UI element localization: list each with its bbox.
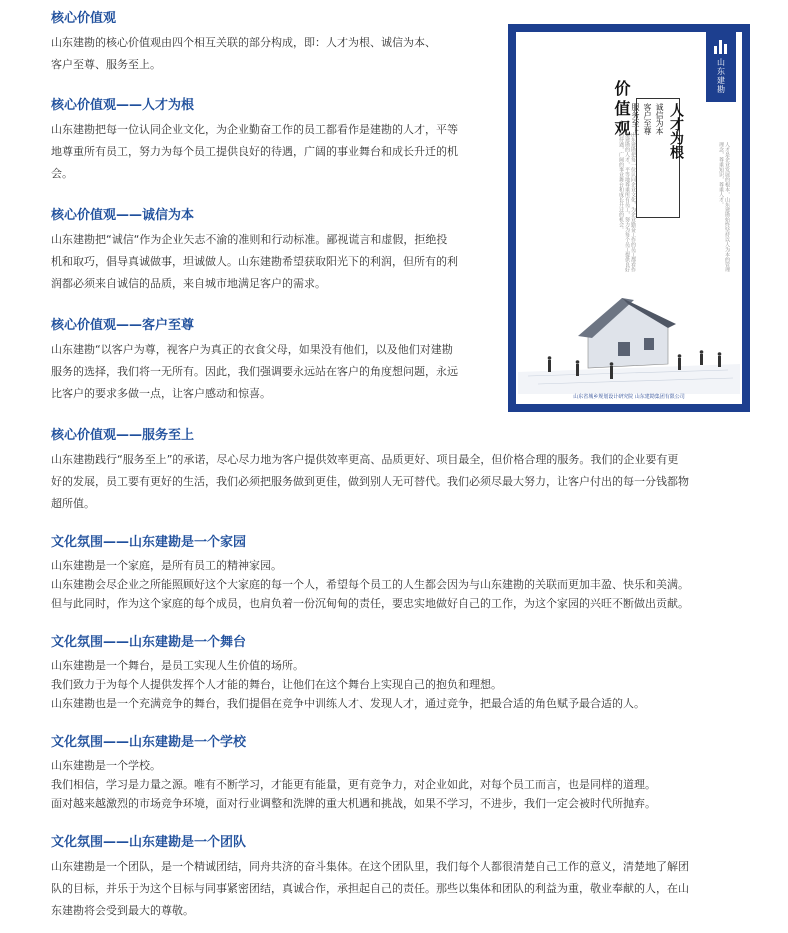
section-text-line: 机和取巧，倡导真诚做事，坦诚做人。山东建勘希望获取阳光下的利润，但所有的利 <box>51 255 458 268</box>
poster-sub-slogan: 客户至尊 <box>643 103 652 135</box>
section-text-line: 山东建勘把每一位认同企业文化，为企业勤奋工作的员工都看作是建勘的人才，平等 <box>51 123 458 136</box>
section-text-line: 东建勘将会受到最大的尊敬。 <box>51 904 194 917</box>
house-illustration <box>518 294 740 394</box>
poster-footer: 山东省城乡规划设计研究院 山东建勘集团有限公司 <box>573 394 685 400</box>
section-text-line: 面对越来越激烈的市场竞争环境，面对行业调整和洗牌的重大机遇和挑战，如果不学习，不进步，我们一定会被时代所抛弃。 <box>51 797 656 810</box>
poster-sub-slogan: 诚信为本 <box>655 103 664 135</box>
section-text-line: 山东建勘“以客户为尊，视客户为真正的衣食父母，如果没有他们，以及他们对建勘 <box>51 343 453 356</box>
poster-slogan-box <box>631 98 684 218</box>
section-text-line: 会。 <box>51 167 73 180</box>
section-heading: 文化氛围——山东建勘是一个团队 <box>51 835 247 850</box>
section-text-line: 山东建勘把“诚信“作为企业矢志不渝的准则和行动标准。鄙视谎言和虚假，拒绝投 <box>51 233 448 246</box>
content-section <box>51 534 751 613</box>
content-section <box>51 834 751 922</box>
poster-main-slogan: 人才为根 <box>668 103 684 159</box>
section-text-line: 山东建勘的核心价值观由四个相互关联的部分构成，即：人才为根、诚信为本、 <box>51 36 436 49</box>
content-section <box>51 317 498 405</box>
section-text-line: 服务的选择，我们将一无所有。因此，我们强调要永远站在客户的角度想问题，永远 <box>51 365 458 378</box>
house-window <box>644 338 654 350</box>
values-poster <box>508 24 750 412</box>
section-text-line: 客户至尊、服务至上。 <box>51 58 161 71</box>
content-section <box>51 207 498 295</box>
section-heading: 核心价值观——诚信为本 <box>51 208 195 223</box>
section-text-line: 山东建勘也是一个充满竞争的舞台，我们提倡在竞争中训练人才、发现人才，通过竞争，把最合适的角色赋予最合适的人。 <box>51 697 645 710</box>
content-section <box>51 734 751 813</box>
section-text-line: 我们相信，学习是力量之源。唯有不断学习，才能更有能量，更有竞争力，对企业如此，对每个员工而言，也是同样的道理。 <box>51 778 656 791</box>
company-logo <box>706 32 736 102</box>
section-heading: 文化氛围——山东建勘是一个家园 <box>51 535 247 550</box>
section-text-line: 山东建勘是一个舞台，是员工实现人生价值的场所。 <box>51 659 304 672</box>
section-text-line: 润都必须来自诚信的品质，来自城市地满足客户的需求。 <box>51 277 326 290</box>
section-heading: 核心价值观——客户至尊 <box>51 318 195 333</box>
section-heading: 文化氛围——山东建勘是一个学校 <box>51 735 247 750</box>
section-text-line: 山东建勘是一个团队，是一个精诚团结，同舟共济的奋斗集体。在这个团队里，我们每个人都很清楚自己工作的意义，清楚地了解团 <box>51 860 689 873</box>
section-heading: 核心价值观——人才为根 <box>51 98 195 113</box>
content-section <box>51 97 498 185</box>
poster-body-text: 山东建勘把每一位认同企业文化，为企业勤奋工作的员工都看作是建勘的人才，平等地尊重所有员工，努力为每个员工提供良好的待遇，广阔的事业舞台和成长升迁的机会。 <box>618 132 636 272</box>
section-text-line: 超所值。 <box>51 497 95 510</box>
poster-body-text-2: 人才是企业发展的根本，山东建勘始终坚持以人为本的管理理念，尊重知识，尊重人才。 <box>718 142 730 272</box>
section-text-line: 地尊重所有员工，努力为每个员工提供良好的待遇，广阔的事业舞台和成长升迁的机 <box>51 145 458 158</box>
poster-canvas <box>516 32 742 404</box>
content-section <box>51 634 751 713</box>
content-section <box>51 10 498 76</box>
section-heading: 核心价值观——服务至上 <box>51 428 195 443</box>
content-section <box>51 427 751 515</box>
section-text-line: 山东建勘会尽企业之所能照顾好这个大家庭的每一个人，希望每个员工的人生都会因为与山东建勘的关联而更加丰盈、快乐和美满。 <box>51 578 689 591</box>
section-text-line: 山东建勘是一个学校。 <box>51 759 161 772</box>
poster-title: 价值观 <box>612 80 631 140</box>
house-wall <box>588 302 668 368</box>
section-text-line: 好的发展，员工要有更好的生活，我们必须把服务做到更佳，做到别人无可替代。我们必须尽最大努力，让客户付出的每一分钱都物 <box>51 475 689 488</box>
house-window <box>618 342 630 356</box>
section-text-line: 我们致力于为每个人提供发挥个人才能的舞台，让他们在这个舞台上实现自己的抱负和理想。 <box>51 678 502 691</box>
section-text-line: 但与此同时，作为这个家庭的每个成员，也肩负着一份沉甸甸的责任，要忠实地做好自己的工作，为这个家园的兴旺不断做出贡献。 <box>51 597 689 610</box>
section-heading: 核心价值观 <box>51 11 117 26</box>
section-heading: 文化氛围——山东建勘是一个舞台 <box>51 635 247 650</box>
section-text-line: 比客户的要求多做一点，让客户感动和惊喜。 <box>51 387 271 400</box>
building-logo-icon <box>714 40 728 54</box>
section-text-line: 山东建勘是一个家庭，是所有员工的精神家园。 <box>51 559 282 572</box>
section-text-line: 队的目标，并乐于为这个目标与同事紧密团结，真诚合作，承担起自己的责任。那些以集体和团队的利益为重，敬业奉献的人，在山 <box>51 882 689 895</box>
poster-sub-slogan: 服务至上 <box>631 103 640 135</box>
logo-text: 山东建勘 <box>716 58 726 94</box>
section-text-line: 山东建勘践行“服务至上”的承诺，尽心尽力地为客户提供效率更高、品质更好、项目最全，但价格合理的服务。我们的企业要有更 <box>51 453 679 466</box>
